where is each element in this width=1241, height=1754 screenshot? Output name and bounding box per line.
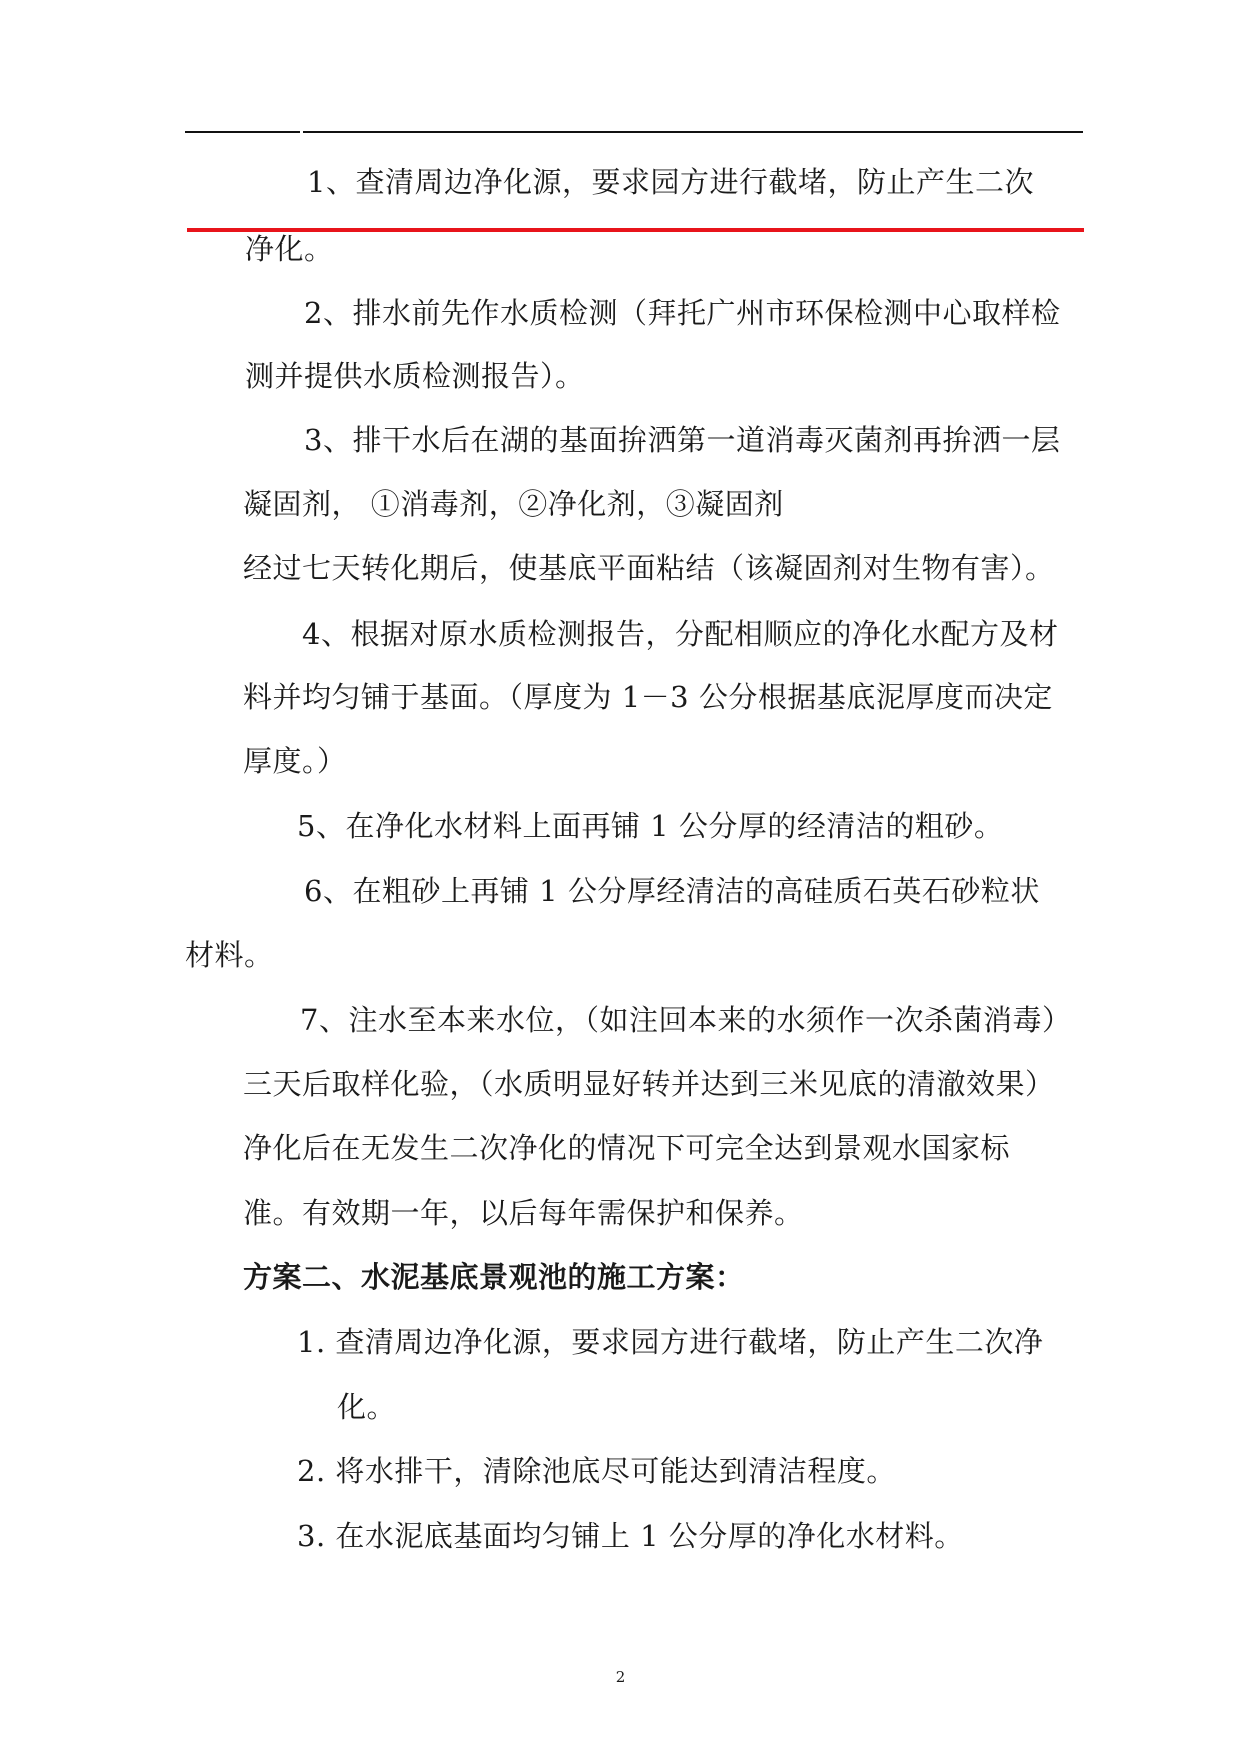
text-line-10: 厚度。） — [243, 744, 347, 778]
text-line-3: 2、排水前先作水质检测（拜托广州市环保检测中心取样检 — [304, 296, 1061, 330]
text-line-7: 经过七天转化期后，使基底平面粘结（该凝固剂对生物有害）。 — [243, 551, 1055, 585]
text-line-4: 测并提供水质检测报告）。 — [245, 359, 585, 393]
text-line-12: 6、在粗砂上再铺 1 公分厚经清洁的高硅质石英石砂粒状 — [304, 874, 1040, 908]
list-item-1: 1. 查清周边净化源，要求园方进行截堵，防止产生二次净 — [297, 1325, 1044, 1359]
text-line-5: 3、排干水后在湖的基面拚洒第一道消毒灭菌剂再拚洒一层 — [304, 423, 1061, 457]
section-heading: 方案二、水泥基底景观池的施工方案： — [243, 1260, 745, 1294]
list-item-1-continuation: 化。 — [337, 1390, 397, 1424]
text-line-9: 料并均匀铺于基面。（厚度为 1－3 公分根据基底泥厚度而决定 — [243, 680, 1053, 714]
text-line-1: 1、查清周边净化源，要求园方进行截堵，防止产生二次 — [307, 165, 1034, 199]
text-line-13: 材料。 — [185, 938, 274, 972]
text-line-11: 5、在净化水材料上面再铺 1 公分厚的经清洁的粗砂。 — [297, 809, 1004, 843]
header-rule-left — [185, 131, 300, 133]
text-line-8: 4、根据对原水质检测报告，分配相顺应的净化水配方及材 — [302, 617, 1059, 651]
text-line-6: 凝固剂， ①消毒剂，②净化剂，③凝固剂 — [243, 487, 784, 521]
header-rule-right — [303, 131, 1083, 133]
list-item-3: 3. 在水泥底基面均匀铺上 1 公分厚的净化水材料。 — [297, 1519, 964, 1553]
text-line-14: 7、注水至本来水位，（如注回本来的水须作一次杀菌消毒） — [300, 1003, 1072, 1037]
text-line-2: 净化。 — [245, 232, 334, 266]
list-item-2: 2. 将水排干，清除池底尽可能达到清洁程度。 — [297, 1454, 896, 1488]
text-line-17: 准。有效期一年，以后每年需保护和保养。 — [243, 1196, 804, 1230]
text-line-15: 三天后取样化验，（水质明显好转并达到三米见底的清澈效果） — [243, 1067, 1055, 1101]
text-line-16: 净化后在无发生二次净化的情况下可完全达到景观水国家标 — [243, 1131, 1011, 1165]
page-number: 2 — [615, 1668, 626, 1686]
